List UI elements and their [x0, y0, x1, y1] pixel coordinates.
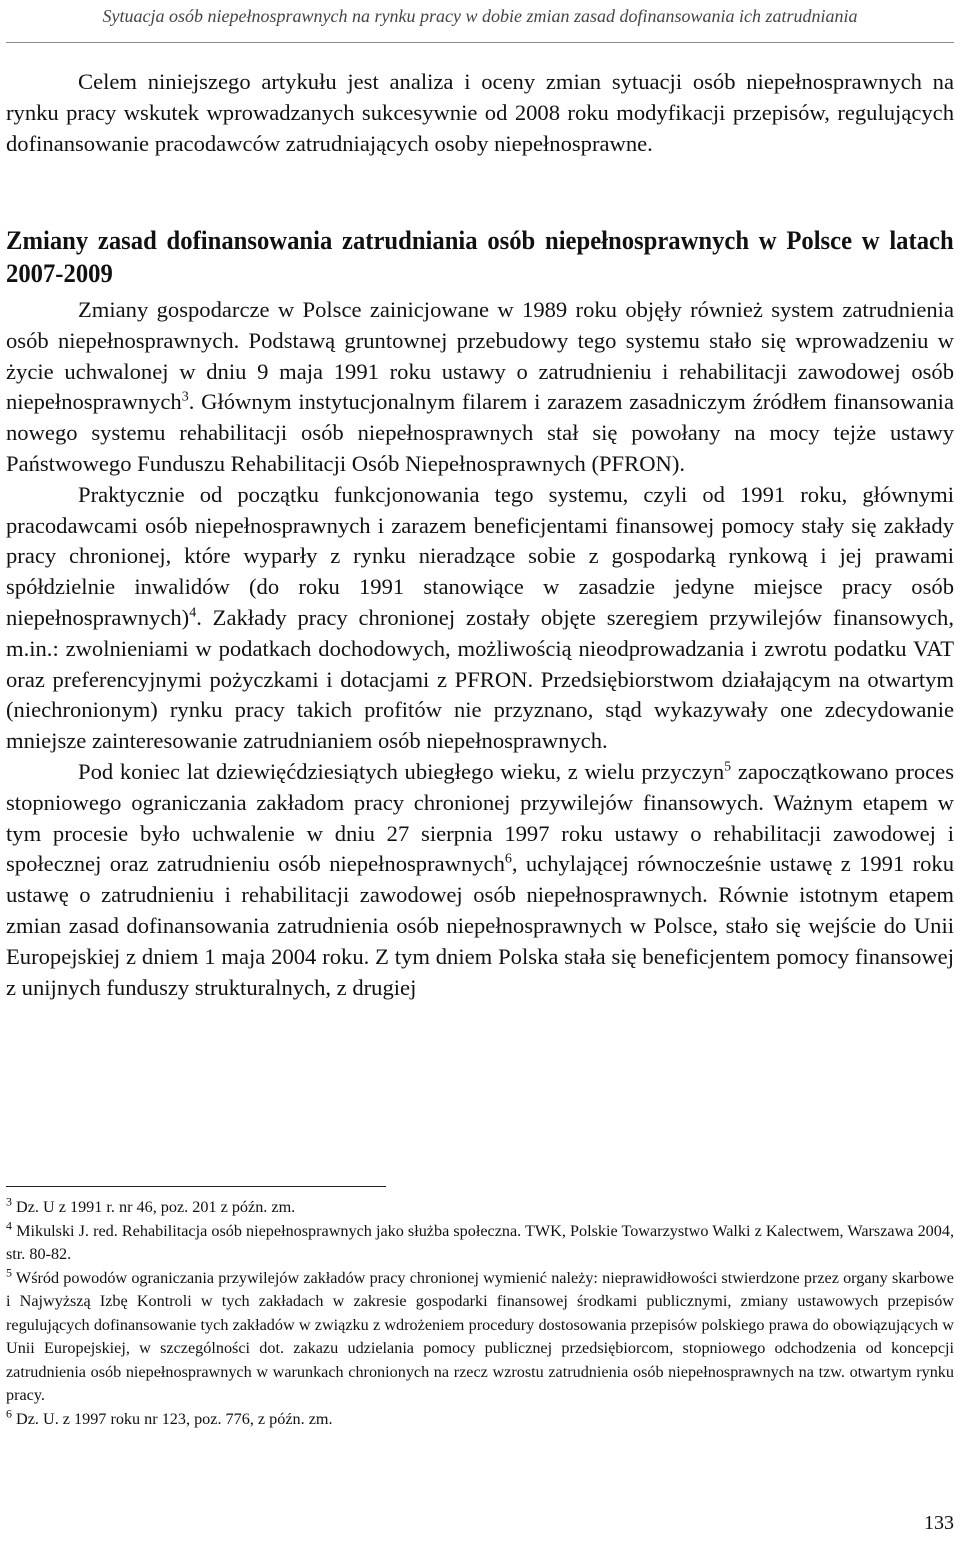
footnote [6, 1196, 954, 1220]
footnote [6, 1220, 954, 1267]
footnote-text: Wśród powodów ograniczania przywilejów zakładów pracy chronionej wymienić należy: nieprawidłowości stwierdzone przez organy skarbowe i Najwyższą Izbę Kontroli w tych zakładach w zakresie gospodarki finansowej środkami publicznymi, zmiany ustawowych przepisów regulujących dofinansowanie tych zakładów w związku z wdrożeniem procedury dostosowania przepisów polskiego prawa do obowiązujących w Unii Europejskiej, w szczególności dot. zakazu udzielania pomocy publicznej przedsiębiorcom, stopniowego odchodzenia od koncepcji zatrudnienia osób niepełnosprawnych w warunkach chronionych na rzecz wzrostu zatrudnienia osób niepełnosprawnych na tzw. otwartym rynku pracy. [6, 1268, 954, 1404]
intro-paragraph: Celem niniejszego artykułu jest analiza i oceny zmian sytuacji osób niepełnosprawnych na rynku pracy wskutek wprowadzanych sukcesywnie od 2008 roku modyfikacji przepisów, regulujących dofinansowanie pracodawców zatrudniających osoby niepełnosprawne. [6, 69, 954, 156]
running-head: Sytuacja osób niepełnosprawnych na rynku pracy w dobie zmian zasad dofinansowania ich zatrudniania [102, 6, 858, 26]
paragraph-text: Pod koniec lat dziewięćdziesiątych ubiegłego wieku, z wielu przyczyn [78, 758, 725, 784]
page-number: 133 [924, 1512, 954, 1534]
page [6, 0, 954, 1547]
section-body [6, 295, 954, 1003]
paragraph-text: , uchylającej równocześnie ustawę z 1991 roku ustawę o zatrudnieniu i rehabilitacji zawodowej osób niepełnosprawnych. Równie istotnym etapem zmian zasad dofinansowania zatrudnienia osób niepełnosprawnych w Polsce, stało się wejście do Unii Europejskiej z dniem 1 maja 2004 roku. Z tym dniem Polska stała się beneficjentem pomocy finansowej z unijnych funduszy strukturalnych, z drugiej [6, 851, 955, 1000]
paragraph-2 [6, 480, 954, 757]
header-rule [6, 42, 954, 43]
footnote-marker: 5 [6, 1265, 12, 1280]
intro-section [6, 66, 954, 159]
footnote-rule [6, 1186, 386, 1187]
paragraph-text: . Głównym instytucjonalnym filarem i zarazem zasadniczym źródłem finansowania nowego systemu rehabilitacji osób niepełnosprawnych stał się powołany na mocy tejże ustawy Państwowego Funduszu Rehabilitacji Osób Niepełnosprawnych (PFRON). [6, 389, 954, 476]
footnote-ref[interactable]: 4 [189, 605, 197, 621]
footnote-ref[interactable]: 6 [504, 851, 512, 867]
paragraph-text: zapoczątkowano proces stopniowego ograniczania zakładom pracy chronionej przywilejów finansowych. Ważnym etapem w tym procesie było uchwalenie w dniu 27 sierpnia 1997 roku ustawy o rehabilitacji zawodowej i społecznej oraz zatrudnieniu osób niepełnosprawnych [6, 758, 954, 877]
section-title: Zmiany zasad dofinansowania zatrudniania osób niepełnosprawnych w Polsce w latach 2007-2009 [6, 225, 954, 288]
footnotes [6, 1196, 954, 1431]
paragraph-text: Praktycznie od początku funkcjonowania tego systemu, czyli od 1991 roku, głównymi pracodawcami osób niepełnosprawnych i zarazem beneficjentami finansowej pomocy stały się zakłady pracy chronionej, które wyparły z rynku nieradzące sobie z gospodarką rynkową i jej prawami spółdzielnie inwalidów (do roku 1991 stanowiące w zasadzie jedyne miejsce pracy osób niepełnosprawnych) [6, 481, 954, 630]
footnote [6, 1267, 954, 1408]
footnote-text: Dz. U. z 1997 roku nr 123, poz. 776, z późn. zm. [12, 1409, 333, 1428]
paragraph-3 [6, 757, 954, 1003]
footnote-text: Dz. U z 1991 r. nr 46, poz. 201 z późn. zm. [12, 1198, 296, 1216]
footnote [6, 1408, 954, 1432]
paragraph-1 [6, 295, 954, 480]
footnote-marker: 6 [6, 1406, 12, 1421]
footnote-marker: 4 [6, 1218, 12, 1233]
paragraph-text: . Zakłady pracy chronionej zostały objęte szeregiem przywilejów finansowych, m.in.: zwolnieniami w podatkach dochodowych, możliwością nieodprowadzania i zwrotu podatku VAT oraz preferencyjnymi pożyczkami i dotacjami z PFRON. Przedsiębiorstwom działającym na otwartym (niechronionym) rynku pracy takich profitów nie przyznano, stąd wykazywały one zdecydowanie mniejsze zainteresowanie zatrudnianiem osób niepełnosprawnych. [6, 604, 954, 754]
footnote-ref[interactable]: 5 [724, 759, 732, 775]
footnote-ref[interactable]: 3 [181, 389, 189, 405]
paragraph-text: Zmiany gospodarcze w Polsce zainicjowane w 1989 roku objęły również system zatrudnienia osób niepełnosprawnych. Podstawą gruntownej przebudowy tego systemu stało się wprowadzeniu w życie uchwalonej w dniu 9 maja 1991 roku ustawy o zatrudnieniu i rehabilitacji zawodowej osób niepełnosprawnych [6, 297, 954, 415]
footnote-text: Mikulski J. red. Rehabilitacja osób niepełnosprawnych jako służba społeczna. TWK, Polskie Towarzystwo Walki z Kalectwem, Warszawa 2004, str. 80-82. [6, 1221, 954, 1263]
footnote-marker: 3 [6, 1194, 12, 1209]
